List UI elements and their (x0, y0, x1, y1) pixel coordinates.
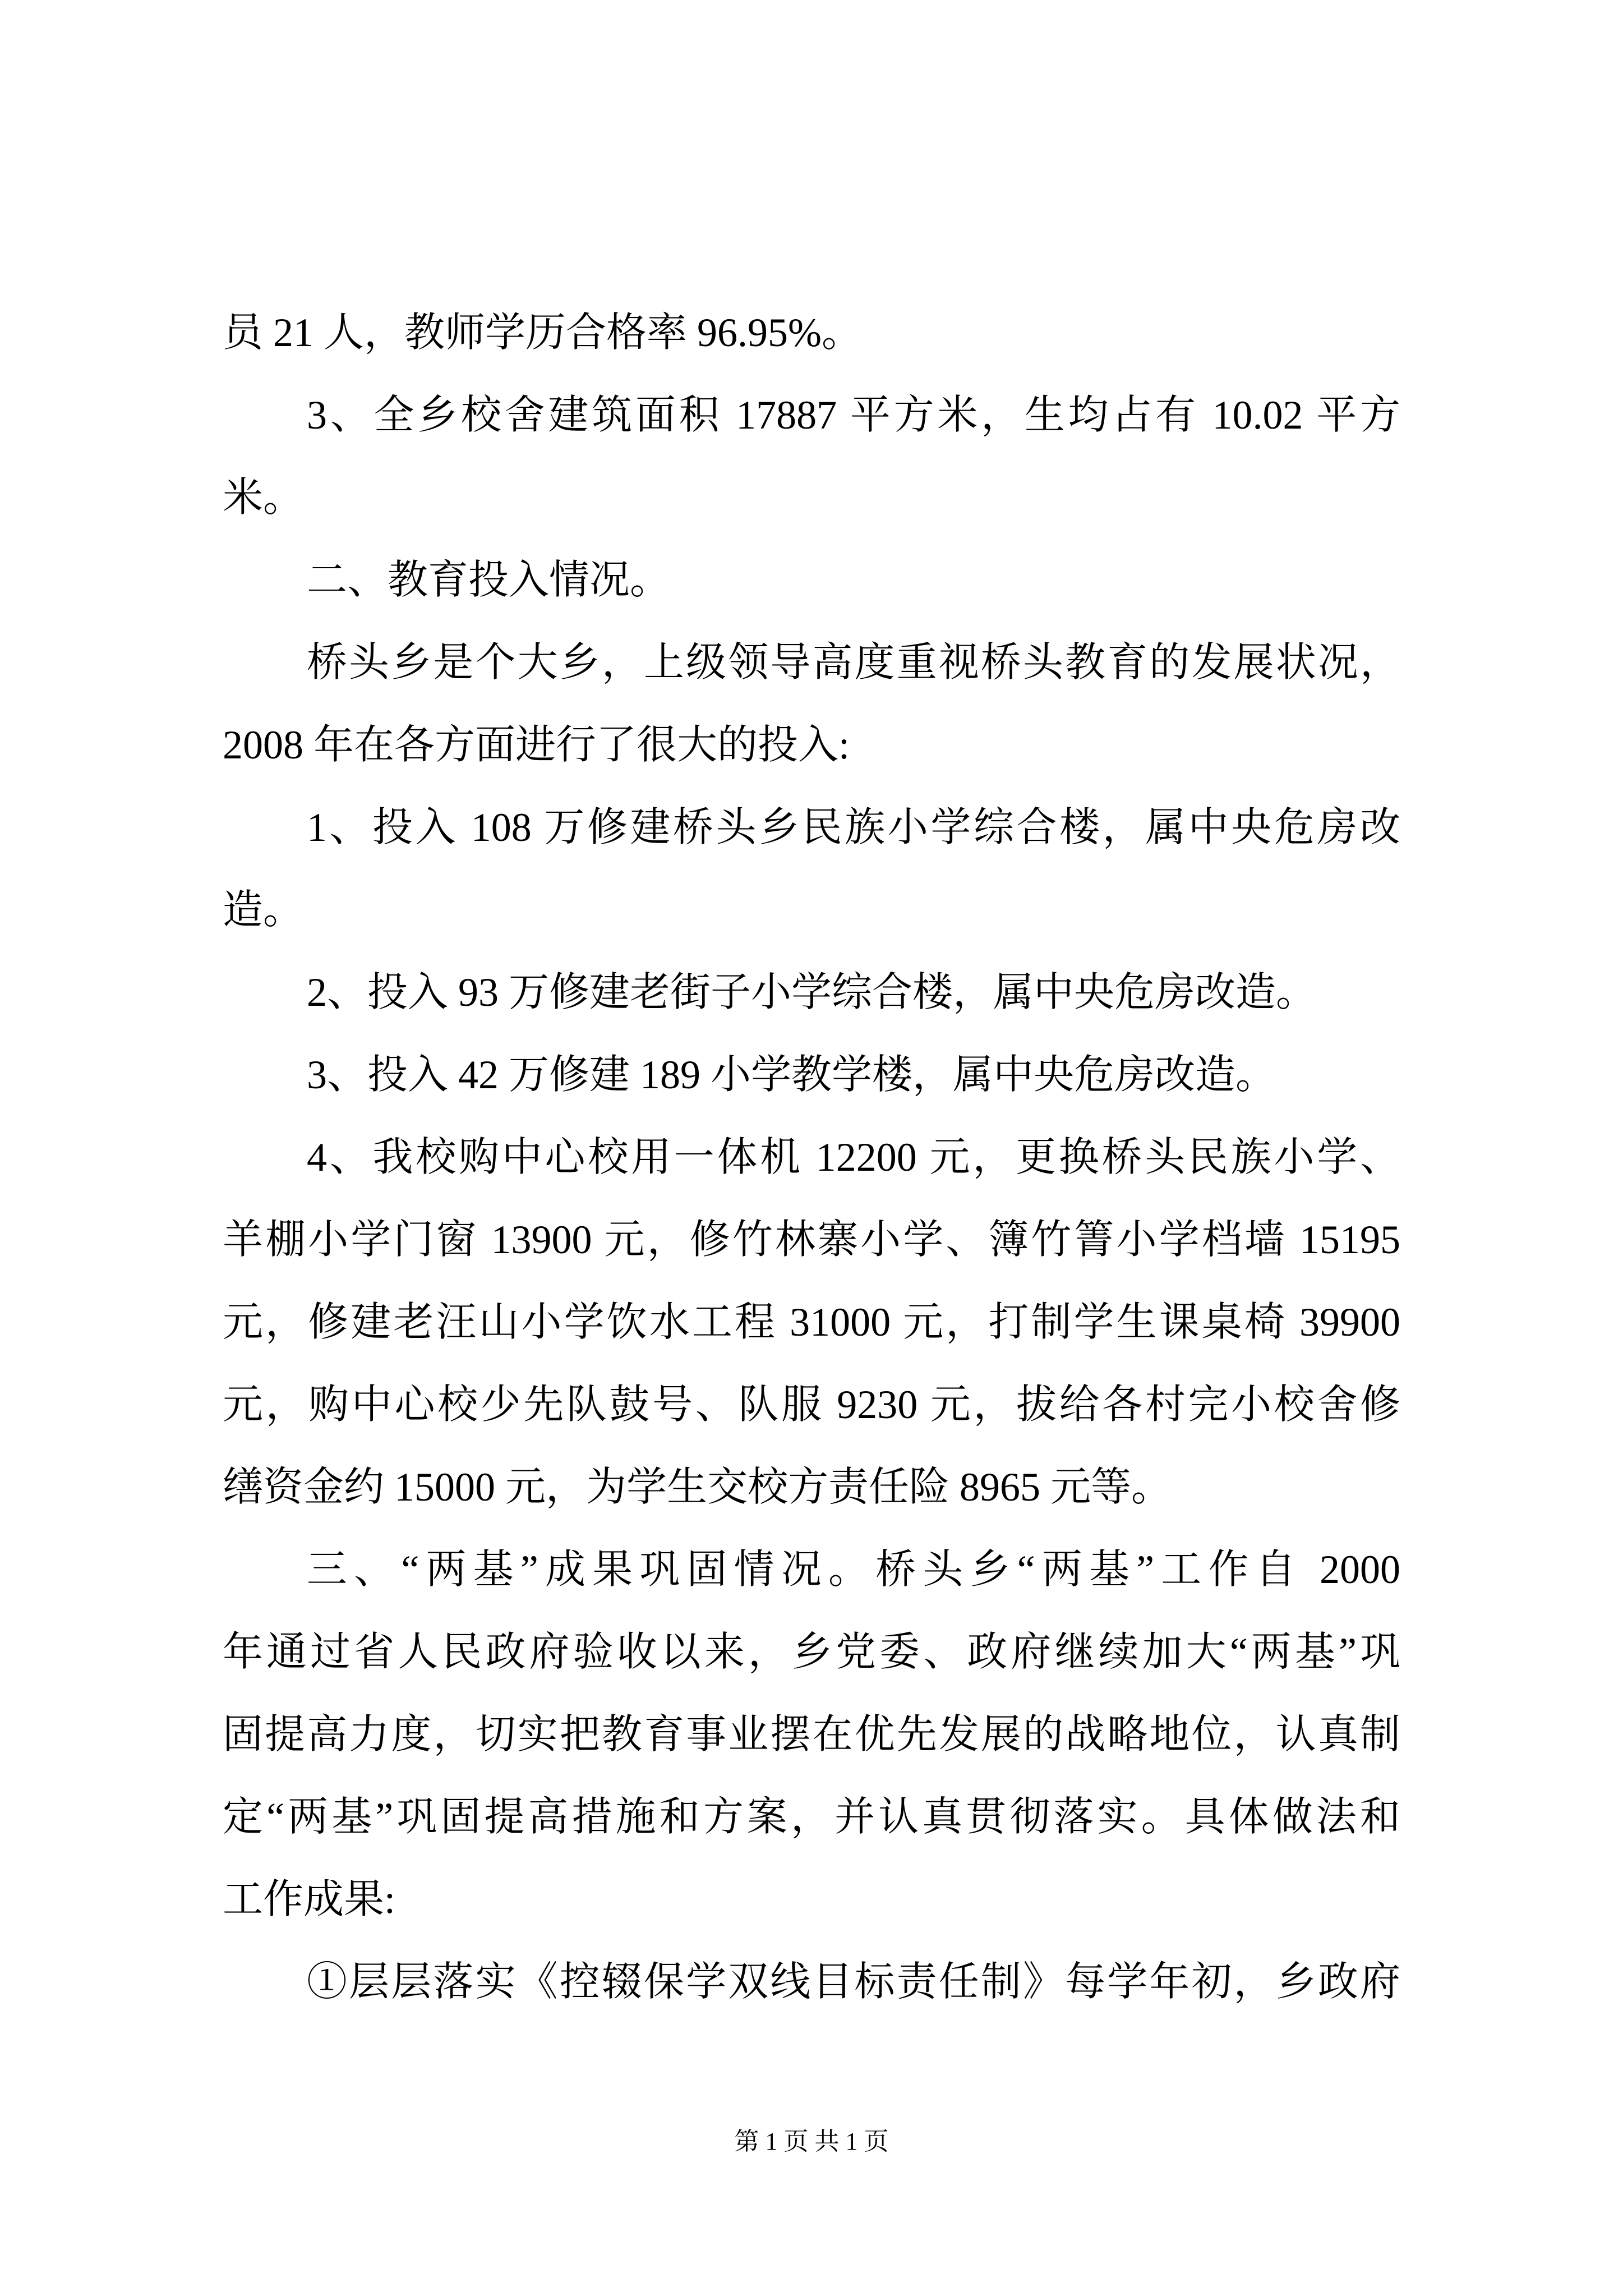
text-line: 1、投入 108 万修建桥头乡民族小学综合楼，属中央危房改 (307, 805, 1400, 850)
text-line: 二、教育投入情况。 (307, 558, 671, 602)
text-line: 米。 (223, 475, 304, 520)
text-line: 4、我校购中心校用一体机 12200 元，更换桥头民族小学、 (307, 1135, 1400, 1180)
text-line: 缮资金约 15000 元，为学生交校方责任险 8965 元等。 (223, 1465, 1172, 1510)
text-line: 桥头乡是个大乡，上级领导高度重视桥头教育的发展状况， (307, 640, 1400, 685)
text-line: 3、投入 42 万修建 189 小学教学楼，属中央危房改造。 (307, 1052, 1276, 1097)
text-line: 员 21 人，教师学历合格率 96.95%。 (223, 310, 862, 355)
text-line: ①层层落实《控辍保学双线目标责任制》每学年初，乡政府 (307, 1959, 1400, 2004)
text-line: 定“两基”巩固提高措施和方案，并认真贯彻落实。具体做法和 (223, 1795, 1400, 1839)
text-line: 元，购中心校少先队鼓号、队服 9230 元，拔给各村完小校舍修 (223, 1382, 1400, 1427)
document-lines (223, 292, 1400, 2023)
text-line: 造。 (223, 887, 304, 932)
text-line: 2、投入 93 万修建老街子小学综合楼，属中央危房改造。 (307, 970, 1317, 1015)
text-line: 三、“两基”成果巩固情况。桥头乡“两基”工作自 2000 (307, 1547, 1400, 1592)
text-line: 3、全乡校舍建筑面积 17887 平方米，生均占有 10.02 平方 (307, 393, 1400, 438)
text-line: 工作成果: (223, 1877, 396, 1922)
text-line: 羊棚小学门窗 13900 元，修竹林寨小学、簿竹箐小学档墙 15195 (223, 1217, 1400, 1262)
text-line: 年通过省人民政府验收以来，乡党委、政府继续加大“两基”巩 (223, 1630, 1400, 1674)
page-footer: 第 1 页 共 1 页 (734, 2128, 889, 2155)
text-line: 元，修建老汪山小学饮水工程 31000 元，打制学生课桌椅 39900 (223, 1300, 1400, 1345)
text-line: 固提高力度，切实把教育事业摆在优先发展的战略地位，认真制 (223, 1712, 1400, 1757)
text-line: 2008 年在各方面进行了很大的投入: (223, 723, 850, 767)
